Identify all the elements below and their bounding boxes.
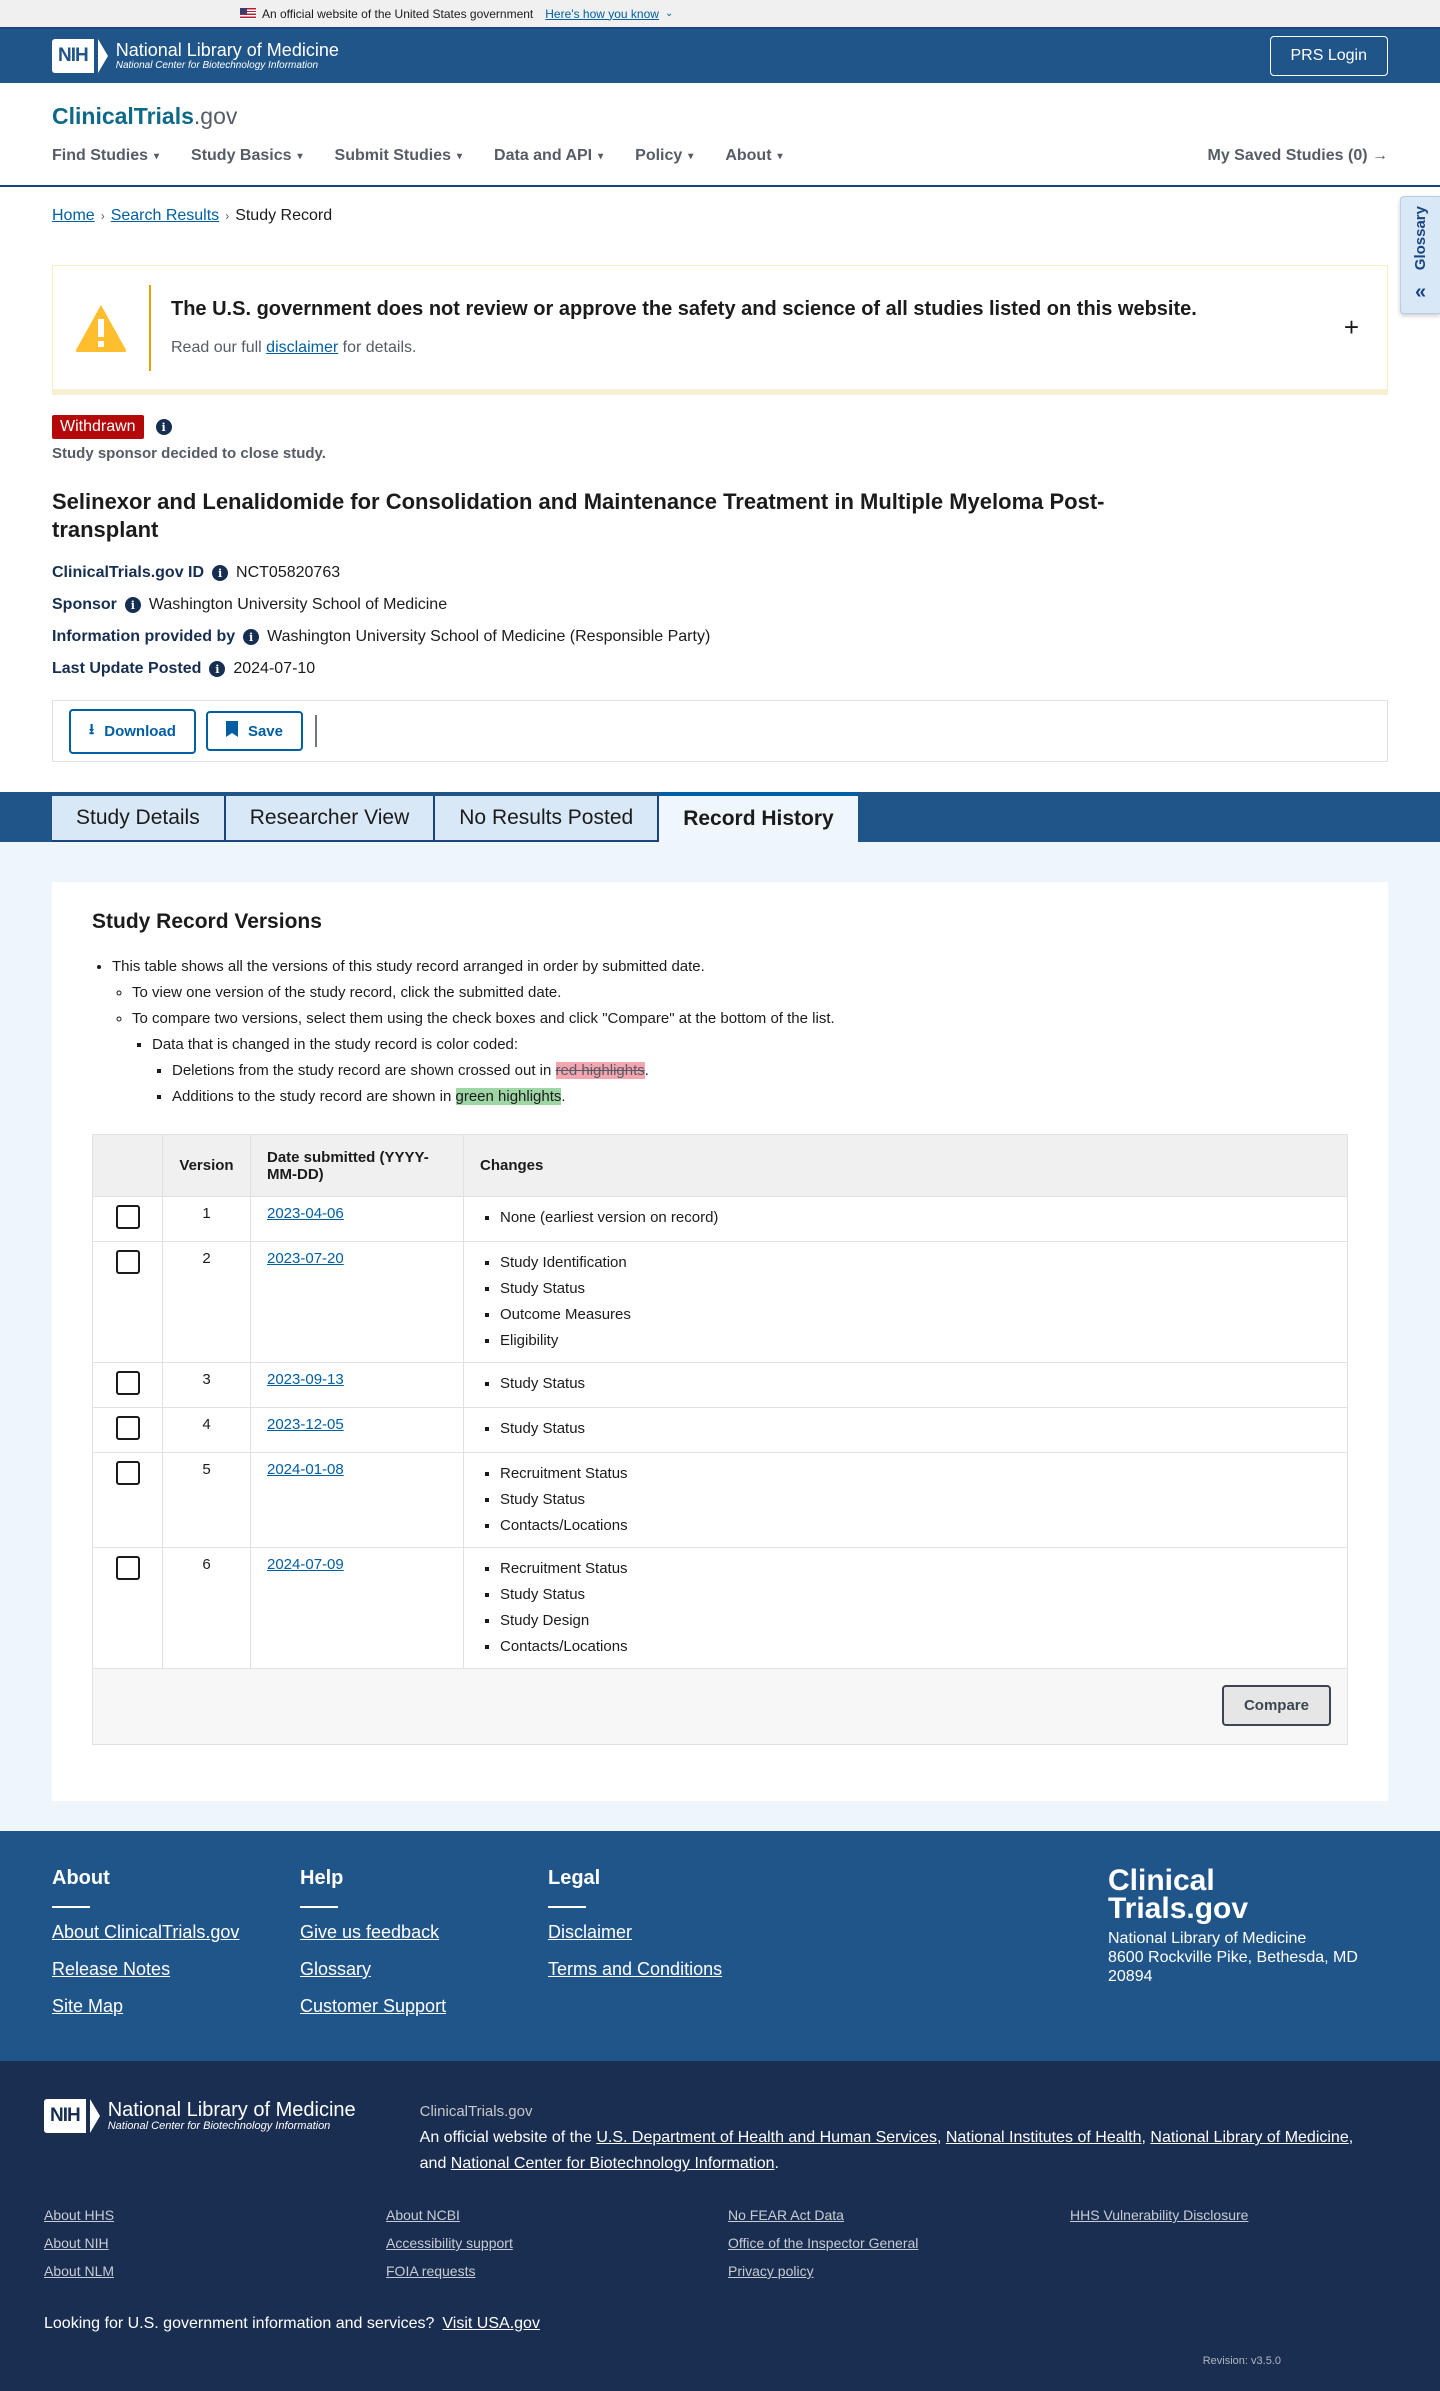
chevron-down-icon: ▾	[297, 150, 303, 162]
divider	[315, 715, 317, 747]
version-number: 5	[163, 1453, 251, 1548]
footer-link[interactable]: About HHS	[44, 2207, 115, 2223]
info-icon[interactable]: i	[156, 419, 172, 435]
footer-link[interactable]: Disclaimer	[548, 1922, 633, 1942]
versions-heading: Study Record Versions	[92, 910, 322, 933]
meta-key: Last Update Posted	[52, 660, 202, 677]
logo-suffix: .gov	[193, 103, 238, 129]
nlm-subtitle: National Center for Biotechnology Information	[115, 60, 319, 71]
green-highlight-sample: green highlights	[455, 1088, 562, 1105]
change-item: ▪ Outcome Measures	[500, 1302, 1331, 1328]
logo-line: Trials.gov	[1108, 1892, 1249, 1925]
meta-value: Washington University School of Medicine (Responsible Party)	[267, 628, 711, 645]
change-item: ▪ Study Identification	[500, 1250, 1331, 1276]
version-date-link[interactable]: 2023-09-13	[267, 1371, 344, 1388]
chevron-right-icon: ›	[225, 209, 230, 223]
study-record-versions	[52, 882, 1388, 1801]
change-item: ▪ Eligibility	[500, 1328, 1331, 1354]
footer-link[interactable]: Site Map	[52, 1996, 124, 2016]
version-date-link[interactable]: 2024-07-09	[267, 1556, 344, 1573]
nav-about[interactable]	[725, 147, 782, 165]
footer-col-legal	[548, 1867, 796, 2033]
breadcrumb-search-results[interactable]: Search Results	[110, 207, 220, 224]
ncbi-link[interactable]: National Center for Biotechnology Information	[450, 2155, 775, 2172]
nav-study-basics[interactable]	[191, 147, 303, 165]
nih-chevron-icon	[90, 2099, 100, 2133]
info-icon[interactable]: i	[212, 565, 228, 581]
download-icon: ⭳	[89, 720, 95, 738]
breadcrumb-current: Study Record	[235, 207, 333, 224]
footer-site-name: ClinicalTrials.gov	[419, 2103, 533, 2120]
disclaimer-banner	[52, 265, 1388, 395]
heres-how-you-know-link[interactable]: Here's how you know	[545, 6, 659, 21]
nlm-logo[interactable]	[52, 39, 339, 73]
meta-key: Information provided by	[52, 628, 236, 645]
instruction-text: This table shows all the versions of this study record arranged in order by submitted date.	[112, 958, 705, 975]
tab-researcher-view[interactable]: Researcher View	[226, 796, 436, 842]
nih-link[interactable]: National Institutes of Health	[945, 2129, 1142, 2146]
instruction-text: Additions to the study record are shown in	[172, 1088, 456, 1105]
record-tabs	[0, 792, 1440, 842]
instruction-item: ▪ Additions to the study record are shown in green highlights.	[172, 1084, 1348, 1110]
compare-button[interactable]: Compare	[1222, 1685, 1331, 1726]
divider	[52, 1906, 90, 1908]
nih-logo-icon: NIH	[44, 2099, 86, 2133]
hhs-link[interactable]: U.S. Department of Health and Human Services	[596, 2129, 937, 2146]
footer-link[interactable]: About ClinicalTrials.gov	[52, 1922, 240, 1942]
footer-link[interactable]: About NLM	[44, 2263, 115, 2279]
footer-link[interactable]: Office of the Inspector General	[728, 2235, 919, 2251]
change-item: ▪ Study Design	[500, 1608, 1331, 1634]
table-row	[93, 1548, 1348, 1669]
table-row	[93, 1197, 1348, 1242]
footer-address	[1108, 1864, 1388, 2033]
footer-bottom	[0, 2061, 1440, 2391]
double-chevron-left-icon: «	[1414, 280, 1427, 303]
prs-login-button[interactable]: PRS Login	[1270, 36, 1389, 76]
red-highlight-sample: red highlights	[555, 1062, 645, 1079]
nav-policy[interactable]	[635, 147, 693, 165]
table-row	[93, 1242, 1348, 1363]
chevron-down-icon: ▾	[457, 150, 463, 162]
meta-key: ClinicalTrials.gov ID	[52, 564, 205, 581]
version-checkbox[interactable]	[116, 1371, 140, 1395]
version-number: 6	[163, 1548, 251, 1669]
version-date-link[interactable]: 2023-07-20	[267, 1250, 344, 1267]
nlm-subtitle: National Center for Biotechnology Information	[107, 2120, 331, 2132]
change-item: ▪ Contacts/Locations	[500, 1634, 1331, 1660]
versions-table	[92, 1134, 1348, 1745]
nlm-link[interactable]: National Library of Medicine	[1150, 2129, 1349, 2146]
change-item: ▪ None (earliest version on record)	[500, 1205, 1331, 1231]
footer-link[interactable]: Customer Support	[300, 1996, 447, 2016]
table-row	[93, 1408, 1348, 1453]
chevron-down-icon: ▾	[688, 150, 694, 162]
col-header-select	[93, 1135, 163, 1197]
bookmark-icon	[226, 721, 238, 741]
instruction-item: ▪ Deletions from the study record are shown crossed out in red highlights.	[172, 1058, 1348, 1084]
info-icon[interactable]: i	[243, 629, 259, 645]
version-number: 1	[163, 1197, 251, 1242]
visit-usa-gov-link[interactable]: Visit USA.gov	[442, 2315, 540, 2332]
table-row	[93, 1453, 1348, 1548]
change-item: ▪ Study Status	[500, 1487, 1331, 1513]
nlm-title: National Library of Medicine	[107, 2099, 356, 2121]
footer-col-title: Help	[300, 1867, 344, 1889]
version-checkbox[interactable]	[116, 1461, 140, 1485]
footer-link[interactable]: Privacy policy	[728, 2263, 814, 2279]
footer-link[interactable]: No FEAR Act Data	[728, 2207, 844, 2223]
footer-link[interactable]: About NIH	[44, 2235, 109, 2251]
address-line: 8600 Rockville Pike, Bethesda, MD	[1108, 1949, 1358, 1966]
version-date-link[interactable]: 2023-12-05	[267, 1416, 344, 1433]
study-title: Selinexor and Lenalidomide for Consolidation and Maintenance Treatment in Multiple Myeloma Post-transplant	[52, 489, 1105, 542]
footer-col-about	[52, 1867, 300, 2033]
meta-value: NCT05820763	[236, 564, 341, 581]
version-checkbox[interactable]	[116, 1416, 140, 1440]
my-saved-studies-link[interactable]	[1208, 147, 1389, 165]
glossary-label: Glossary	[1412, 206, 1429, 271]
study-actions	[52, 700, 1388, 762]
footer-link[interactable]: Terms and Conditions	[548, 1959, 723, 1979]
official-info: ClinicalTrials.gov An official website of the U.S. Department of Health and Human Services, National Institutes of Health, National Library of Medicine, and National Center for Biotechnology Information.	[420, 2099, 1360, 2177]
footer-link[interactable]: Give us feedback	[300, 1922, 440, 1942]
official-pre: An official website of the	[419, 2129, 597, 2146]
clinicaltrials-logo[interactable]	[52, 83, 1388, 130]
meta-nct-id	[52, 564, 1388, 582]
col-header-changes: Changes	[464, 1135, 1348, 1197]
main-nav	[52, 147, 1388, 165]
download-button[interactable]	[69, 709, 196, 754]
meta-key: Sponsor	[52, 596, 117, 613]
status-badge: Withdrawn	[52, 415, 144, 439]
instruction-text: Data that is changed in the study record is color coded:	[152, 1036, 519, 1053]
nav-label: Submit Studies	[334, 147, 451, 164]
nlm-title: National Library of Medicine	[115, 40, 339, 60]
footer-col-help	[300, 1867, 548, 2033]
change-item: ▪ Study Status	[500, 1276, 1331, 1302]
address-line: National Library of Medicine	[1108, 1930, 1307, 1947]
study-meta	[52, 564, 1388, 678]
tab-no-results-posted[interactable]: No Results Posted	[435, 796, 659, 842]
nlm-header	[0, 27, 1440, 83]
info-icon[interactable]: i	[125, 597, 141, 613]
breadcrumb-home[interactable]: Home	[52, 207, 95, 224]
site-header	[0, 83, 1440, 187]
footer-ct-logo[interactable]	[1108, 1864, 1388, 1925]
gov-banner	[0, 0, 1440, 27]
nih-chevron-icon	[98, 39, 108, 73]
nih-logo-icon: NIH	[52, 39, 94, 73]
instruction-item	[132, 980, 1348, 1006]
instruction-text: Deletions from the study record are shown crossed out in	[172, 1062, 556, 1079]
meta-last-update	[52, 660, 1388, 678]
tab-study-details[interactable]: Study Details	[52, 796, 226, 842]
nav-data-and-api[interactable]	[494, 147, 603, 165]
chevron-down-icon: ▾	[154, 150, 160, 162]
chevron-down-icon: ▾	[777, 150, 783, 162]
footer-gov-links	[44, 2207, 1396, 2291]
instruction-item	[152, 1032, 1348, 1110]
save-button[interactable]	[206, 711, 303, 751]
disclaimer-title: The U.S. government does not review or approve the safety and science of all studies listed on this website.	[171, 298, 1197, 320]
nav-label: Policy	[635, 147, 683, 164]
meta-value: 2024-07-10	[233, 660, 316, 677]
instruction-item	[112, 954, 1348, 1110]
change-item: ▪ Study Status	[500, 1371, 1331, 1397]
version-number: 3	[163, 1363, 251, 1408]
footer-link[interactable]: FOIA requests	[386, 2263, 476, 2279]
version-date-link[interactable]: 2024-01-08	[267, 1461, 344, 1478]
nav-find-studies[interactable]	[52, 147, 159, 165]
version-date-link[interactable]: 2023-04-06	[267, 1205, 344, 1222]
status-reason: Study sponsor decided to close study.	[52, 445, 326, 462]
disclaimer-link[interactable]: disclaimer	[266, 339, 339, 356]
expand-plus-icon[interactable]: +	[1343, 312, 1359, 342]
version-number: 2	[163, 1242, 251, 1363]
nav-label: Find Studies	[52, 147, 148, 164]
meta-sponsor	[52, 596, 1388, 614]
footer-link[interactable]: Glossary	[300, 1959, 372, 1979]
footer-col-title: About	[52, 1867, 110, 1889]
footer-top	[0, 1831, 1440, 2061]
logo-main: ClinicalTrials	[52, 103, 194, 129]
table-row	[93, 1363, 1348, 1408]
usa-text: Looking for U.S. government information and services?	[44, 2315, 435, 2332]
disclaimer-text	[171, 339, 1197, 357]
save-label: Save	[247, 722, 283, 740]
breadcrumb	[52, 187, 1388, 225]
instruction-item	[132, 1006, 1348, 1110]
meta-value: Washington University School of Medicine	[148, 596, 448, 613]
nav-label: About	[725, 147, 772, 164]
usa-gov-line	[44, 2315, 1396, 2333]
revision-label: Revision: v3.5.0	[1202, 2355, 1281, 2367]
col-header-date: Date submitted (YYYY-MM-DD)	[251, 1135, 464, 1197]
tab-record-history[interactable]: Record History	[659, 792, 858, 842]
address-line: 20894	[1108, 1968, 1153, 1985]
change-item: ▪ Recruitment Status	[500, 1461, 1331, 1487]
chevron-down-icon: ▾	[598, 150, 604, 162]
footer-link[interactable]: Release Notes	[52, 1959, 171, 1979]
chevron-right-icon: ›	[100, 209, 105, 223]
version-checkbox[interactable]	[116, 1556, 140, 1580]
version-number: 4	[163, 1408, 251, 1453]
change-item: ▪ Study Status	[500, 1416, 1331, 1442]
table-footer	[93, 1669, 1348, 1745]
disclaimer-post: for details.	[338, 339, 417, 356]
footer-col-title: Legal	[548, 1867, 601, 1889]
divider	[548, 1906, 586, 1908]
warning-icon	[53, 285, 151, 371]
nav-submit-studies[interactable]	[335, 147, 462, 165]
footer-link[interactable]: Accessibility support	[386, 2235, 513, 2251]
saved-label: My Saved Studies (0)	[1207, 147, 1368, 164]
footer-link[interactable]: HHS Vulnerability Disclosure	[1070, 2207, 1249, 2223]
chevron-down-icon: ⌄	[664, 8, 674, 19]
nav-label: Study Basics	[191, 147, 292, 164]
arrow-right-icon: →	[1372, 147, 1388, 164]
change-item: ▪ Study Status	[500, 1582, 1331, 1608]
change-item: ▪ Recruitment Status	[500, 1556, 1331, 1582]
footer-nlm-logo[interactable]	[44, 2099, 356, 2133]
divider	[300, 1906, 338, 1908]
us-flag-icon	[240, 8, 256, 19]
footer-link[interactable]: About NCBI	[386, 2207, 460, 2223]
nav-label: Data and API	[494, 147, 593, 164]
gov-banner-text: An official website of the United States government	[262, 6, 534, 21]
meta-info-provided-by	[52, 628, 1388, 646]
version-checkbox[interactable]	[116, 1205, 140, 1229]
col-header-version: Version	[163, 1135, 251, 1197]
instruction-text: To view one version of the study record, click the submitted date.	[132, 984, 562, 1001]
glossary-tab[interactable]	[1400, 196, 1440, 314]
logo-line: Clinical	[1108, 1864, 1215, 1897]
change-item: ▪ Contacts/Locations	[500, 1513, 1331, 1539]
version-checkbox[interactable]	[116, 1250, 140, 1274]
instruction-text: To compare two versions, select them using the check boxes and click "Compare" at the bottom of the list.	[132, 1010, 835, 1027]
info-icon[interactable]: i	[209, 661, 225, 677]
versions-instructions	[92, 954, 1348, 1110]
download-label: Download	[104, 722, 176, 740]
disclaimer-pre: Read our full	[171, 339, 267, 356]
